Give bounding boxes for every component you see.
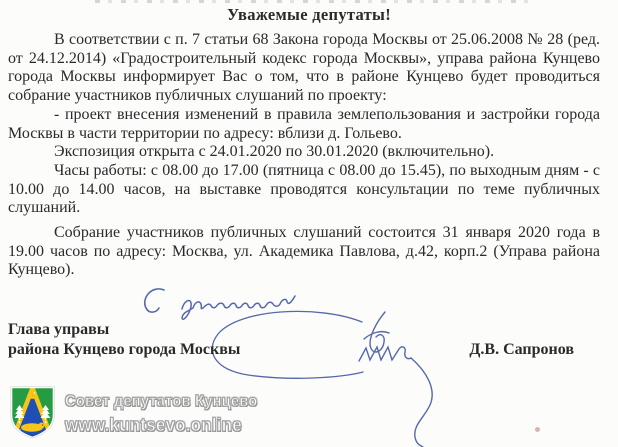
footer-logo-text: [65, 386, 257, 436]
paragraph: Собрание участников публичных слушаний состоится 31 января 2020 года в 19.00 часов по адресу: Москва, ул. Академика Павлова, д.42, корп.2 (Управа района Кунцево).: [8, 224, 600, 279]
kuntsevo-coat-of-arms-icon: [9, 386, 56, 439]
letter-body: [8, 31, 600, 280]
scan-artifact-top-cropped-line: [95, 0, 530, 3]
council-website: www.kuntsevo.online: [65, 414, 242, 435]
scan-speck: [535, 427, 540, 432]
signatory-name: Д.В. Сапронов: [469, 341, 574, 358]
council-name: Совет депутатов Кунцево: [65, 393, 258, 410]
paragraph: Экспозиция открыта с 24.01.2020 по 30.01.2020 (включительно).: [54, 143, 495, 161]
paragraph: В соответствии с п. 7 статьи 68 Закона города Москвы от 25.06.2008 № 28 (ред. от 24.12.2014) «Градостроительный кодекс города Москвы», управа района Кунцево города Москвы информирует Вас о том, что в районе Кунцево будет проводиться собрание участников публичных слушаний по проекту:: [8, 31, 600, 105]
signatory-title-line1: Глава управы: [8, 321, 110, 338]
paragraph: Часы работы: с 08.00 до 17.00 (пятница с 08.00 до 15.45), по выходным дням - с 10.00 до 14.00 часов, на выставке проводятся консультации по теме публичных слушаний.: [8, 161, 600, 217]
letter-heading: Уважемые депутаты!: [227, 5, 391, 24]
paragraph: - проект внесения изменений в правила землепользования и застройки города Москвы в части территории по адресу: вблизи д. Гольево.: [8, 105, 600, 142]
signatory-title-line2: района Кунцево города Москвы: [8, 340, 241, 358]
footer-logo: [9, 386, 274, 439]
signatory-title: [8, 320, 240, 359]
